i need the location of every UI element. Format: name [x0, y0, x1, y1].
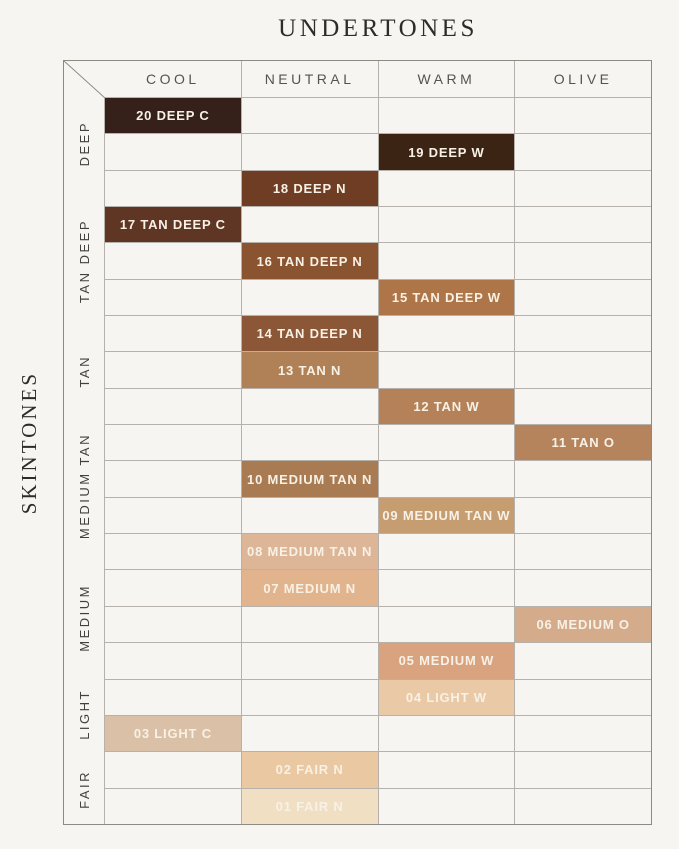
empty-cell: [105, 498, 242, 533]
corner-diagonal-line: [64, 61, 105, 98]
shade-label: 12 TAN W: [413, 398, 480, 414]
shade-swatch: [379, 389, 516, 424]
empty-cell: [515, 389, 651, 424]
shade-row: [105, 388, 651, 424]
shade-grid: [105, 98, 651, 824]
empty-cell: [515, 280, 651, 315]
shade-swatch: [515, 607, 651, 642]
empty-cell: [379, 534, 516, 569]
empty-cell: [105, 643, 242, 678]
empty-cell: [515, 461, 651, 496]
empty-cell: [379, 607, 516, 642]
corner-cell: [64, 61, 105, 98]
skintone-group-column: [64, 98, 105, 824]
empty-cell: [242, 498, 379, 533]
empty-cell: [379, 789, 516, 824]
empty-cell: [515, 98, 651, 133]
shade-swatch: [379, 280, 516, 315]
shade-row: [105, 351, 651, 387]
shade-row: [105, 98, 651, 133]
undertones-axis-title: UNDERTONES: [278, 15, 478, 42]
empty-cell: [379, 716, 516, 751]
skintone-group-label: TAN: [76, 355, 92, 388]
empty-cell: [515, 207, 651, 242]
shade-swatch: [242, 352, 379, 387]
empty-cell: [242, 607, 379, 642]
empty-cell: [515, 134, 651, 169]
shade-swatch: [105, 207, 242, 242]
shade-swatch: [242, 789, 379, 824]
shade-swatch: [242, 752, 379, 787]
empty-cell: [105, 134, 242, 169]
shade-label: 04 LIGHT W: [405, 689, 487, 705]
skintones-axis: [6, 60, 52, 825]
shade-label: 18 DEEP N: [272, 180, 347, 196]
empty-cell: [105, 243, 242, 278]
empty-cell: [242, 134, 379, 169]
empty-cell: [515, 643, 651, 678]
skintone-group-label: TAN DEEP: [76, 218, 92, 303]
shade-label: 19 DEEP W: [408, 144, 485, 160]
shade-row: [105, 460, 651, 496]
column-header-warm: WARM: [379, 61, 516, 97]
empty-cell: [515, 789, 651, 824]
shade-row: [105, 206, 651, 242]
shade-row: [105, 315, 651, 351]
shade-label: 17 TAN DEEP C: [119, 217, 226, 233]
shade-swatch: [242, 570, 379, 605]
skintone-group-label: FAIR: [76, 770, 92, 809]
empty-cell: [515, 716, 651, 751]
shade-swatch: [379, 643, 516, 678]
empty-cell: [379, 352, 516, 387]
column-header-cool: COOL: [105, 61, 242, 97]
shade-label: 08 MEDIUM TAN N: [247, 544, 373, 560]
shade-row: [105, 715, 651, 751]
empty-cell: [242, 680, 379, 715]
skintone-group-medium: [64, 561, 104, 674]
shade-swatch: [242, 316, 379, 351]
empty-cell: [105, 752, 242, 787]
column-header-olive: OLIVE: [553, 71, 613, 87]
empty-cell: [242, 425, 379, 460]
shade-label: 10 MEDIUM TAN N: [247, 471, 373, 487]
empty-cell: [105, 280, 242, 315]
empty-cell: [515, 752, 651, 787]
empty-cell: [515, 243, 651, 278]
column-header-neutral: NEUTRAL: [242, 61, 379, 97]
empty-cell: [105, 425, 242, 460]
empty-cell: [105, 607, 242, 642]
empty-cell: [379, 243, 516, 278]
empty-cell: [379, 207, 516, 242]
empty-cell: [515, 570, 651, 605]
empty-cell: [242, 643, 379, 678]
empty-cell: [242, 98, 379, 133]
shade-label: 14 TAN DEEP N: [256, 326, 363, 342]
empty-cell: [105, 789, 242, 824]
skintone-group-medium-tan: [64, 410, 104, 561]
shade-row: [105, 424, 651, 460]
empty-cell: [105, 316, 242, 351]
shade-row: [105, 569, 651, 605]
empty-cell: [105, 461, 242, 496]
shade-row: [105, 642, 651, 678]
shade-row: [105, 242, 651, 278]
shade-label: 03 LIGHT C: [133, 726, 212, 742]
empty-cell: [105, 389, 242, 424]
empty-cell: [242, 716, 379, 751]
shade-row: [105, 679, 651, 715]
empty-cell: [379, 171, 516, 206]
empty-cell: [105, 171, 242, 206]
empty-cell: [515, 498, 651, 533]
shade-row: [105, 533, 651, 569]
undertone-column-headers: [105, 61, 651, 98]
empty-cell: [242, 280, 379, 315]
shade-swatch: [242, 461, 379, 496]
empty-cell: [515, 352, 651, 387]
shade-label: 06 MEDIUM O: [536, 616, 630, 632]
empty-cell: [515, 316, 651, 351]
shade-label: 01 FAIR N: [275, 798, 344, 814]
shade-label: 02 FAIR N: [275, 762, 344, 778]
shade-row: [105, 497, 651, 533]
shade-label: 09 MEDIUM TAN W: [382, 507, 511, 523]
shade-row: [105, 170, 651, 206]
empty-cell: [515, 171, 651, 206]
empty-cell: [105, 680, 242, 715]
skintone-group-tan: [64, 333, 104, 411]
shade-label: 11 TAN O: [551, 435, 615, 451]
skintone-group-label: MEDIUM: [76, 583, 92, 652]
empty-cell: [515, 680, 651, 715]
shade-label: 13 TAN N: [278, 362, 342, 378]
skintone-group-fair: [64, 755, 104, 824]
skintone-group-light: [64, 674, 104, 755]
shade-swatch: [105, 98, 242, 133]
shade-row: [105, 133, 651, 169]
empty-cell: [379, 461, 516, 496]
empty-cell: [515, 534, 651, 569]
shade-swatch: [105, 716, 242, 751]
skintone-group-deep: [64, 98, 104, 188]
skintone-group-label: LIGHT: [76, 689, 92, 741]
shade-row: [105, 788, 651, 824]
shade-swatch: [379, 680, 516, 715]
shade-row: [105, 279, 651, 315]
shade-swatch: [379, 498, 516, 533]
shade-label: 07 MEDIUM N: [263, 580, 356, 596]
shade-swatch: [515, 425, 651, 460]
skintone-group-tan-deep: [64, 188, 104, 332]
shade-label: 05 MEDIUM W: [398, 653, 495, 669]
empty-cell: [379, 752, 516, 787]
shade-swatch: [379, 134, 516, 169]
empty-cell: [379, 425, 516, 460]
skintones-axis-title: SKINTONES: [16, 370, 41, 515]
empty-cell: [105, 352, 242, 387]
empty-cell: [105, 570, 242, 605]
empty-cell: [379, 316, 516, 351]
shade-row: [105, 751, 651, 787]
shade-swatch: [242, 534, 379, 569]
shade-row: [105, 606, 651, 642]
shade-label: 16 TAN DEEP N: [256, 253, 363, 269]
skintone-group-label: MEDIUM TAN: [76, 432, 92, 539]
shade-swatch: [242, 243, 379, 278]
shade-label: 15 TAN DEEP W: [391, 289, 501, 305]
empty-cell: [105, 534, 242, 569]
shade-swatch: [242, 171, 379, 206]
shade-label: 20 DEEP C: [136, 108, 210, 124]
empty-cell: [242, 389, 379, 424]
empty-cell: [379, 98, 516, 133]
empty-cell: [379, 570, 516, 605]
shade-table: [63, 60, 652, 825]
skintone-group-label: DEEP: [76, 120, 92, 166]
empty-cell: [242, 207, 379, 242]
